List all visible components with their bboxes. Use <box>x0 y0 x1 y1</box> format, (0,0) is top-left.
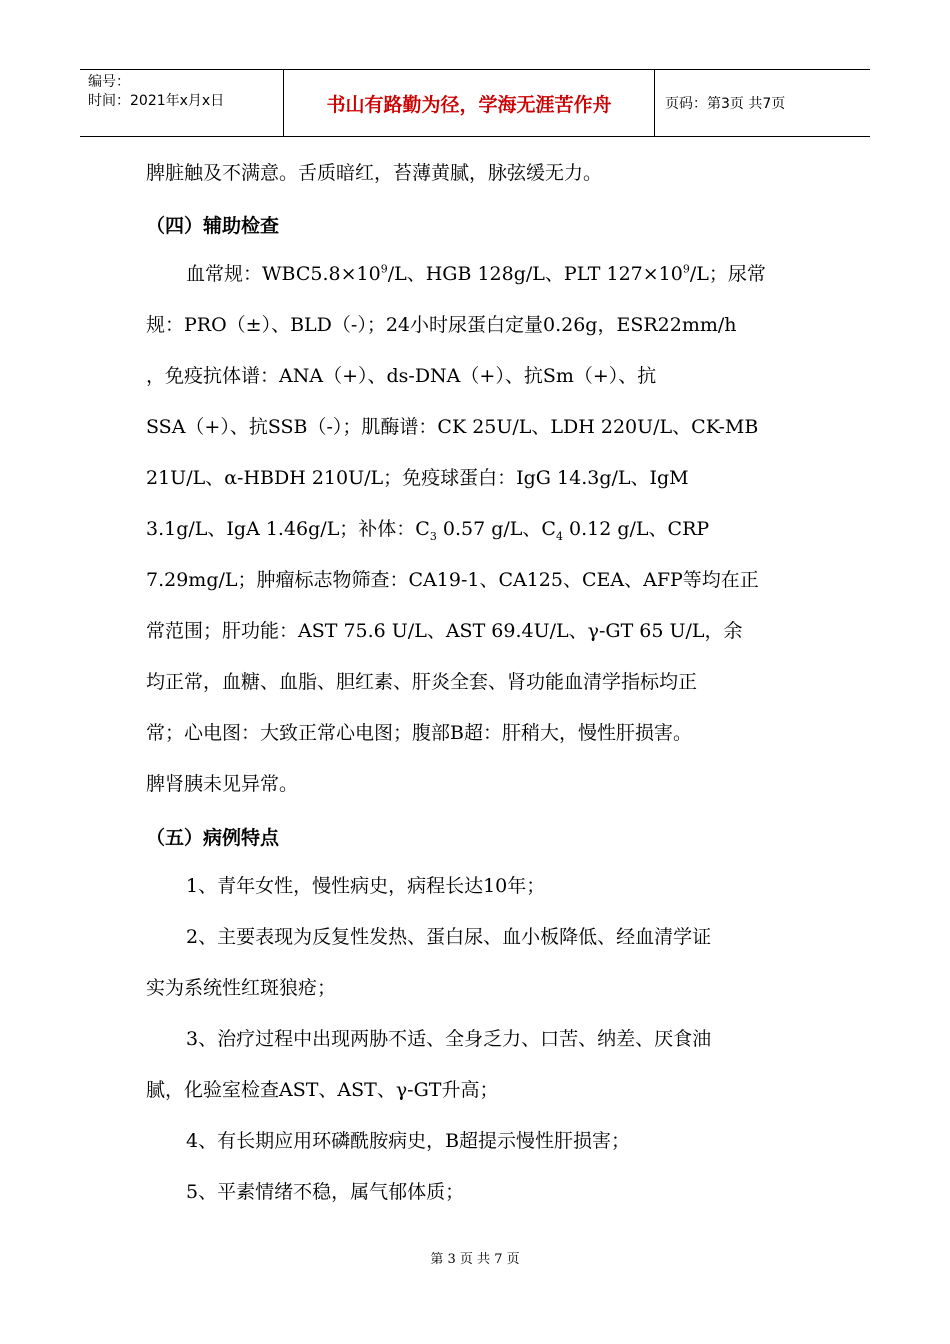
list-item-continuation: 腻，化验室检查AST、AST、γ-GT升高； <box>146 1079 499 1101</box>
body-line: 规：PRO（±）、BLD（-）；24小时尿蛋白定量0.26g，ESR22mm/h <box>146 314 737 336</box>
body-line: 脾肾胰未见异常。 <box>146 773 299 795</box>
page-header <box>80 69 870 137</box>
list-item-continuation: 实为系统性红斑狼疮； <box>146 977 337 999</box>
header-motto: 书山有路勤为径，学海无涯苦作舟 <box>283 70 655 136</box>
body-line: 21U/L、α-HBDH 210U/L；免疫球蛋白：IgG 14.3g/L、IgM <box>146 467 689 489</box>
number-label: 编号： <box>88 74 130 90</box>
body-line: ，免疫抗体谱：ANA（+）、ds-DNA（+）、抗Sm（+）、抗 <box>146 365 657 387</box>
body-line: SSA（+）、抗SSB（-）；肌酶谱：CK 25U/L、LDH 220U/L、CK-MB <box>146 416 759 438</box>
body-line: 血常规：$WBC5.8\times 10^9/L$、HGB 128g/L、PLT $127\times 10^9/L$；尿常 <box>186 262 766 285</box>
page-footer: 第 3 页 共 7 页 <box>430 1252 520 1267</box>
list-item: 1、青年女性，慢性病史，病程长达10年； <box>186 875 546 897</box>
list-item: 4、有长期应用环磷酰胺病史，B超提示慢性肝损害； <box>186 1130 631 1152</box>
header-meta <box>80 70 283 136</box>
body-line: 常；心电图：大致正常心电图；腹部B超：肝稍大，慢性肝损害。 <box>146 722 692 744</box>
body-line: 脾脏触及不满意。舌质暗红，苔薄黄腻，脉弦缓无力。 <box>146 162 603 184</box>
body-line: 3.1g/L、IgA 1.46g/L；补体：$C_3$ 0.57 g/L、$C_4$ 0.12 g/L、CRP <box>146 518 710 543</box>
body-line: 常范围；肝功能：AST 75.6 U/L、AST 69.4U/L、γ-GT 65 U/L，余 <box>146 620 743 642</box>
list-item: 3、治疗过程中出现两胁不适、全身乏力、口苦、纳差、厌食油 <box>186 1028 712 1050</box>
time-label: 时间：2021年x月x日 <box>88 93 225 109</box>
body-line: 均正常，血糖、血脂、胆红素、肝炎全套、肾功能血清学指标均正 <box>146 671 698 693</box>
list-item: 5、平素情绪不稳，属气郁体质； <box>186 1181 465 1203</box>
section-heading-aux-exam: （四）辅助检查 <box>146 215 280 237</box>
header-page-info: 页码：第3页 共7页 <box>665 96 786 112</box>
section-heading-case-features: （五）病例特点 <box>146 827 280 849</box>
list-item: 2、主要表现为反复性发热、蛋白尿、血小板降低、经血清学证 <box>186 926 712 948</box>
body-line: 7.29mg/L；肿瘤标志物筛查：CA19-1、CA125、CEA、AFP等均在正 <box>146 569 759 591</box>
